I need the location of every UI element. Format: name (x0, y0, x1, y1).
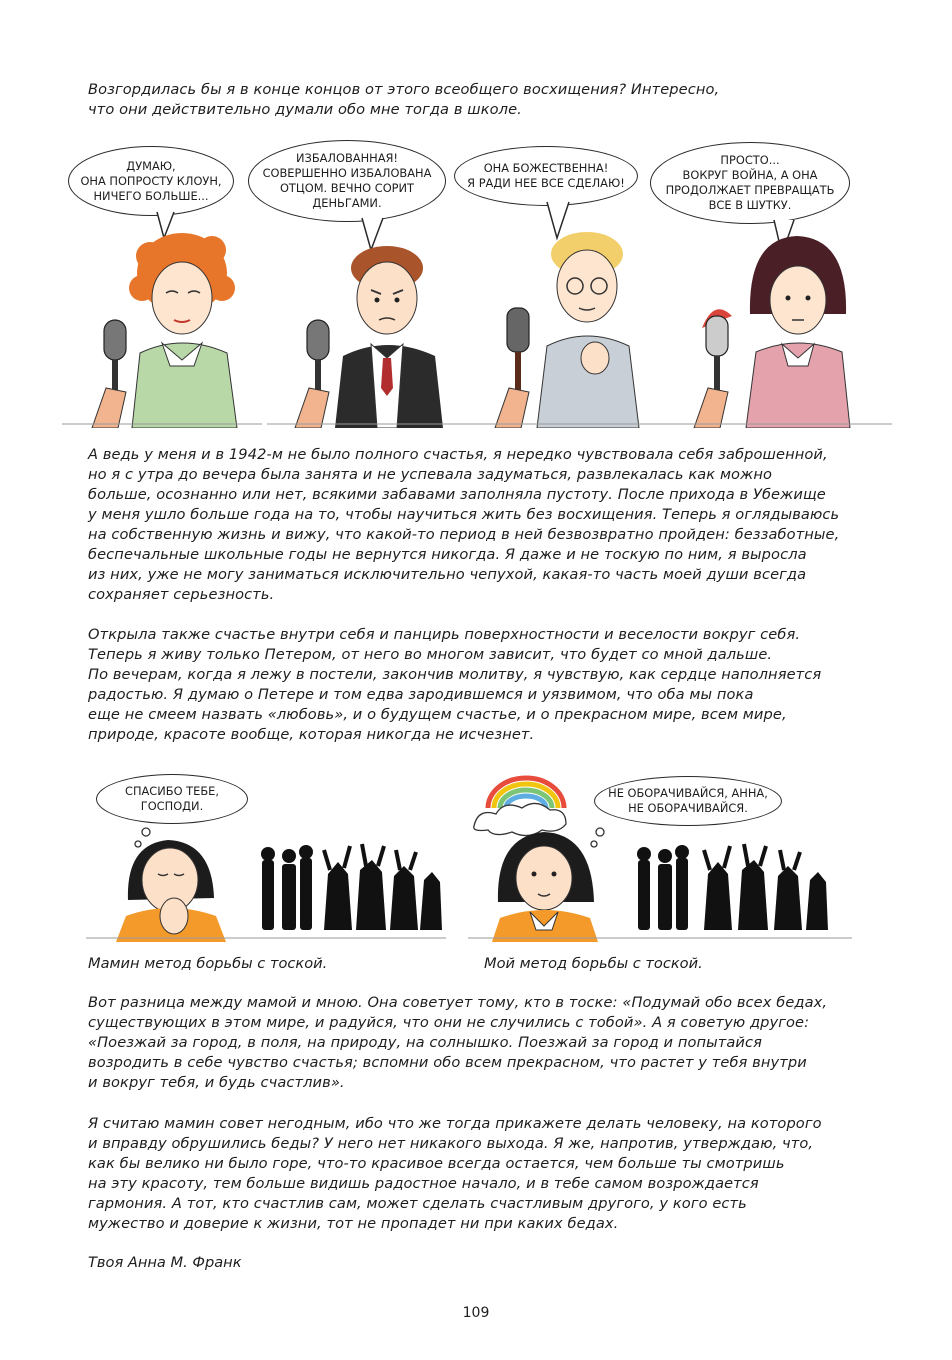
bubble-line: ОНА ПОПРОСТУ КЛОУН, (80, 173, 222, 188)
paragraph-1 (88, 445, 848, 605)
tie (381, 358, 393, 396)
text-line: что они действительно думали обо мне тогда в школе. (88, 101, 522, 118)
bubble-line: ВОКРУГ ВОЙНА, А ОНА (682, 168, 818, 182)
microphone (507, 308, 529, 352)
text-line: Теперь я живу только Петером, от него во многом зависит, что будет со мной дальше. (88, 646, 773, 663)
text-line: еще не смеем назвать «любовь», и о будущем счастье, и о прекрасном мире, всем мире, (88, 706, 787, 723)
text-line: А ведь у меня и в 1942-м не было полного счастья, я нередко чувствовала себя заброшенной, (88, 446, 828, 463)
text-line: но я с утра до вечера была занята и не успевала задуматься, развлекалась как можно (88, 466, 773, 483)
text-line: Вот разница между мамой и мною. Она советует тому, кто в тоске: «Подумай обо всех бедах, (88, 994, 828, 1011)
text-line: радостью. Я думаю о Петере и том едва зародившемся и уязвимом, что оба мы пока (88, 686, 754, 703)
bubble-line: ОНА БОЖЕСТВЕННА! (483, 161, 609, 175)
panel-anne-method (468, 770, 852, 942)
text-line: гармония. А тот, кто счастлив сам, может сделать счастливым другого, у кого есть (88, 1195, 747, 1212)
shirt (132, 343, 237, 428)
paragraph-3 (88, 993, 848, 1093)
bubble-tail (362, 218, 383, 250)
text-line: По вечерам, когда я лежу в постели, закончив молитву, я чувствую, как сердце наполняется (88, 666, 822, 683)
bubble-line: ДУМАЮ, (126, 158, 176, 173)
face (357, 262, 417, 334)
hand (92, 388, 126, 428)
microphone (706, 316, 728, 356)
shirt (746, 343, 850, 428)
rainbow-icon (488, 778, 564, 808)
top-comic-strip (62, 138, 892, 428)
bubble-line: ПРОСТО... (720, 153, 780, 167)
microphone (104, 320, 126, 360)
hand (694, 388, 728, 428)
text-line: больше, осознанно или нет, всякими забавами заполняла пустоту. После прихода в Убежище (88, 486, 826, 503)
caption-mother: Мамин метод борьбы с тоской. (88, 955, 328, 972)
text-line: возродить в себе чувство счастья; вспомни обо всем прекрасном, что растет у тебя внутри (88, 1054, 807, 1071)
bubble-line: ПРОДОЛЖАЕТ ПРЕВРАЩАТЬ (665, 183, 835, 197)
paragraph-4 (88, 1114, 848, 1234)
bubble-line: Я РАДИ НЕЕ ВСЕ СДЕЛАЮ! (467, 176, 625, 190)
hands-clasped (581, 342, 609, 374)
panel-mother-method (86, 770, 446, 942)
face (516, 846, 572, 910)
face (770, 266, 826, 334)
bubble-tail (157, 212, 174, 238)
bubble-line: НЕ ОБОРАЧИВАЙСЯ. (628, 801, 748, 815)
bubble-line: НИЧЕГО БОЛЬШЕ... (93, 188, 209, 203)
text-line: существующих в этом мире, и радуйся, что они не случились с тобой». А я советую другое: (88, 1014, 810, 1031)
silhouettes (261, 844, 442, 930)
panel-dark-hair-girl (682, 138, 892, 428)
bubble-line: ОТЦОМ. ВЕЧНО СОРИТ (279, 181, 415, 195)
caption-anne: Мой метод борьбы с тоской. (484, 955, 703, 972)
hands-praying (160, 898, 188, 934)
hand (495, 388, 529, 428)
signature: Твоя Анна М. Франк (88, 1254, 242, 1271)
text-line: на собственную жизнь и вижу, что какой-то период в ней безвозвратно пройден: беззаботные, (88, 526, 840, 543)
silhouettes (637, 844, 828, 930)
bubble-tail (547, 202, 569, 238)
text-line: сохраняет серьезность. (88, 586, 275, 603)
text-line: Открыла также счастье внутри себя и панцирь поверхностности и веселости вокруг себя. (88, 626, 801, 643)
text-line: «Поезжай за город, в поля, на природу, на солнышко. Поезжай за город и попытайся (88, 1034, 763, 1051)
text-line: Возгордилась бы я в конце концов от этого всеобщего восхищения? Интересно, (88, 81, 720, 98)
bubble-line: СПАСИБО ТЕБЕ, (125, 784, 219, 798)
microphone (307, 320, 329, 360)
paragraph-2 (88, 625, 848, 745)
bubble-line: ВСЕ В ШУТКУ. (708, 198, 792, 212)
bubble-line: ДЕНЬГАМИ. (312, 196, 382, 210)
text-line: природе, красоте вообще, которая никогда не исчезнет. (88, 726, 535, 743)
bubble-line: НЕ ОБОРАЧИВАЙСЯ, АННА, (608, 786, 768, 800)
hand (295, 388, 329, 428)
bubble-line: СОВЕРШЕННО ИЗБАЛОВАНА (262, 166, 432, 180)
bubble-line: ГОСПОДИ. (140, 799, 204, 813)
panel-clown-girl (62, 138, 262, 428)
page-number: 109 (462, 1305, 490, 1321)
face (152, 262, 212, 334)
text-line: и вокруг тебя, и будь счастлив». (88, 1074, 345, 1091)
panel-boy-tie (267, 138, 477, 428)
text-line: из них, уже не могу заниматься исключительно чепухой, какая-то часть моей души всегда (88, 566, 807, 583)
cloud-icon (474, 803, 566, 835)
text-line: у меня ушло больше года на то, чтобы научиться жить без восхищения. Теперь я оглядываюсь (88, 506, 840, 523)
bubble-line: ИЗБАЛОВАННАЯ! (296, 151, 398, 165)
text-line: и вправду обрушились беды? У него нет никакого выхода. Я же, напротив, утверждаю, что, (88, 1135, 814, 1152)
text-line: как бы велико ни было горе, что-то красивое всегда остается, чем больше ты смотришь (88, 1155, 785, 1172)
text-line: беспечальные школьные годы не вернутся никогда. Я даже и не тоскую по ним, я выросла (88, 546, 807, 563)
face (557, 250, 617, 322)
intro-text (88, 80, 848, 120)
text-line: на эту красоту, тем больше видишь радостное начало, и в тебе самом возрождается (88, 1175, 759, 1192)
text-line: Я считаю мамин совет негодным, ибо что же тогда прикажете делать человеку, на которого (88, 1115, 822, 1132)
text-line: мужество и доверие к жизни, тот не пропадет ни при каких бедах. (88, 1215, 619, 1232)
